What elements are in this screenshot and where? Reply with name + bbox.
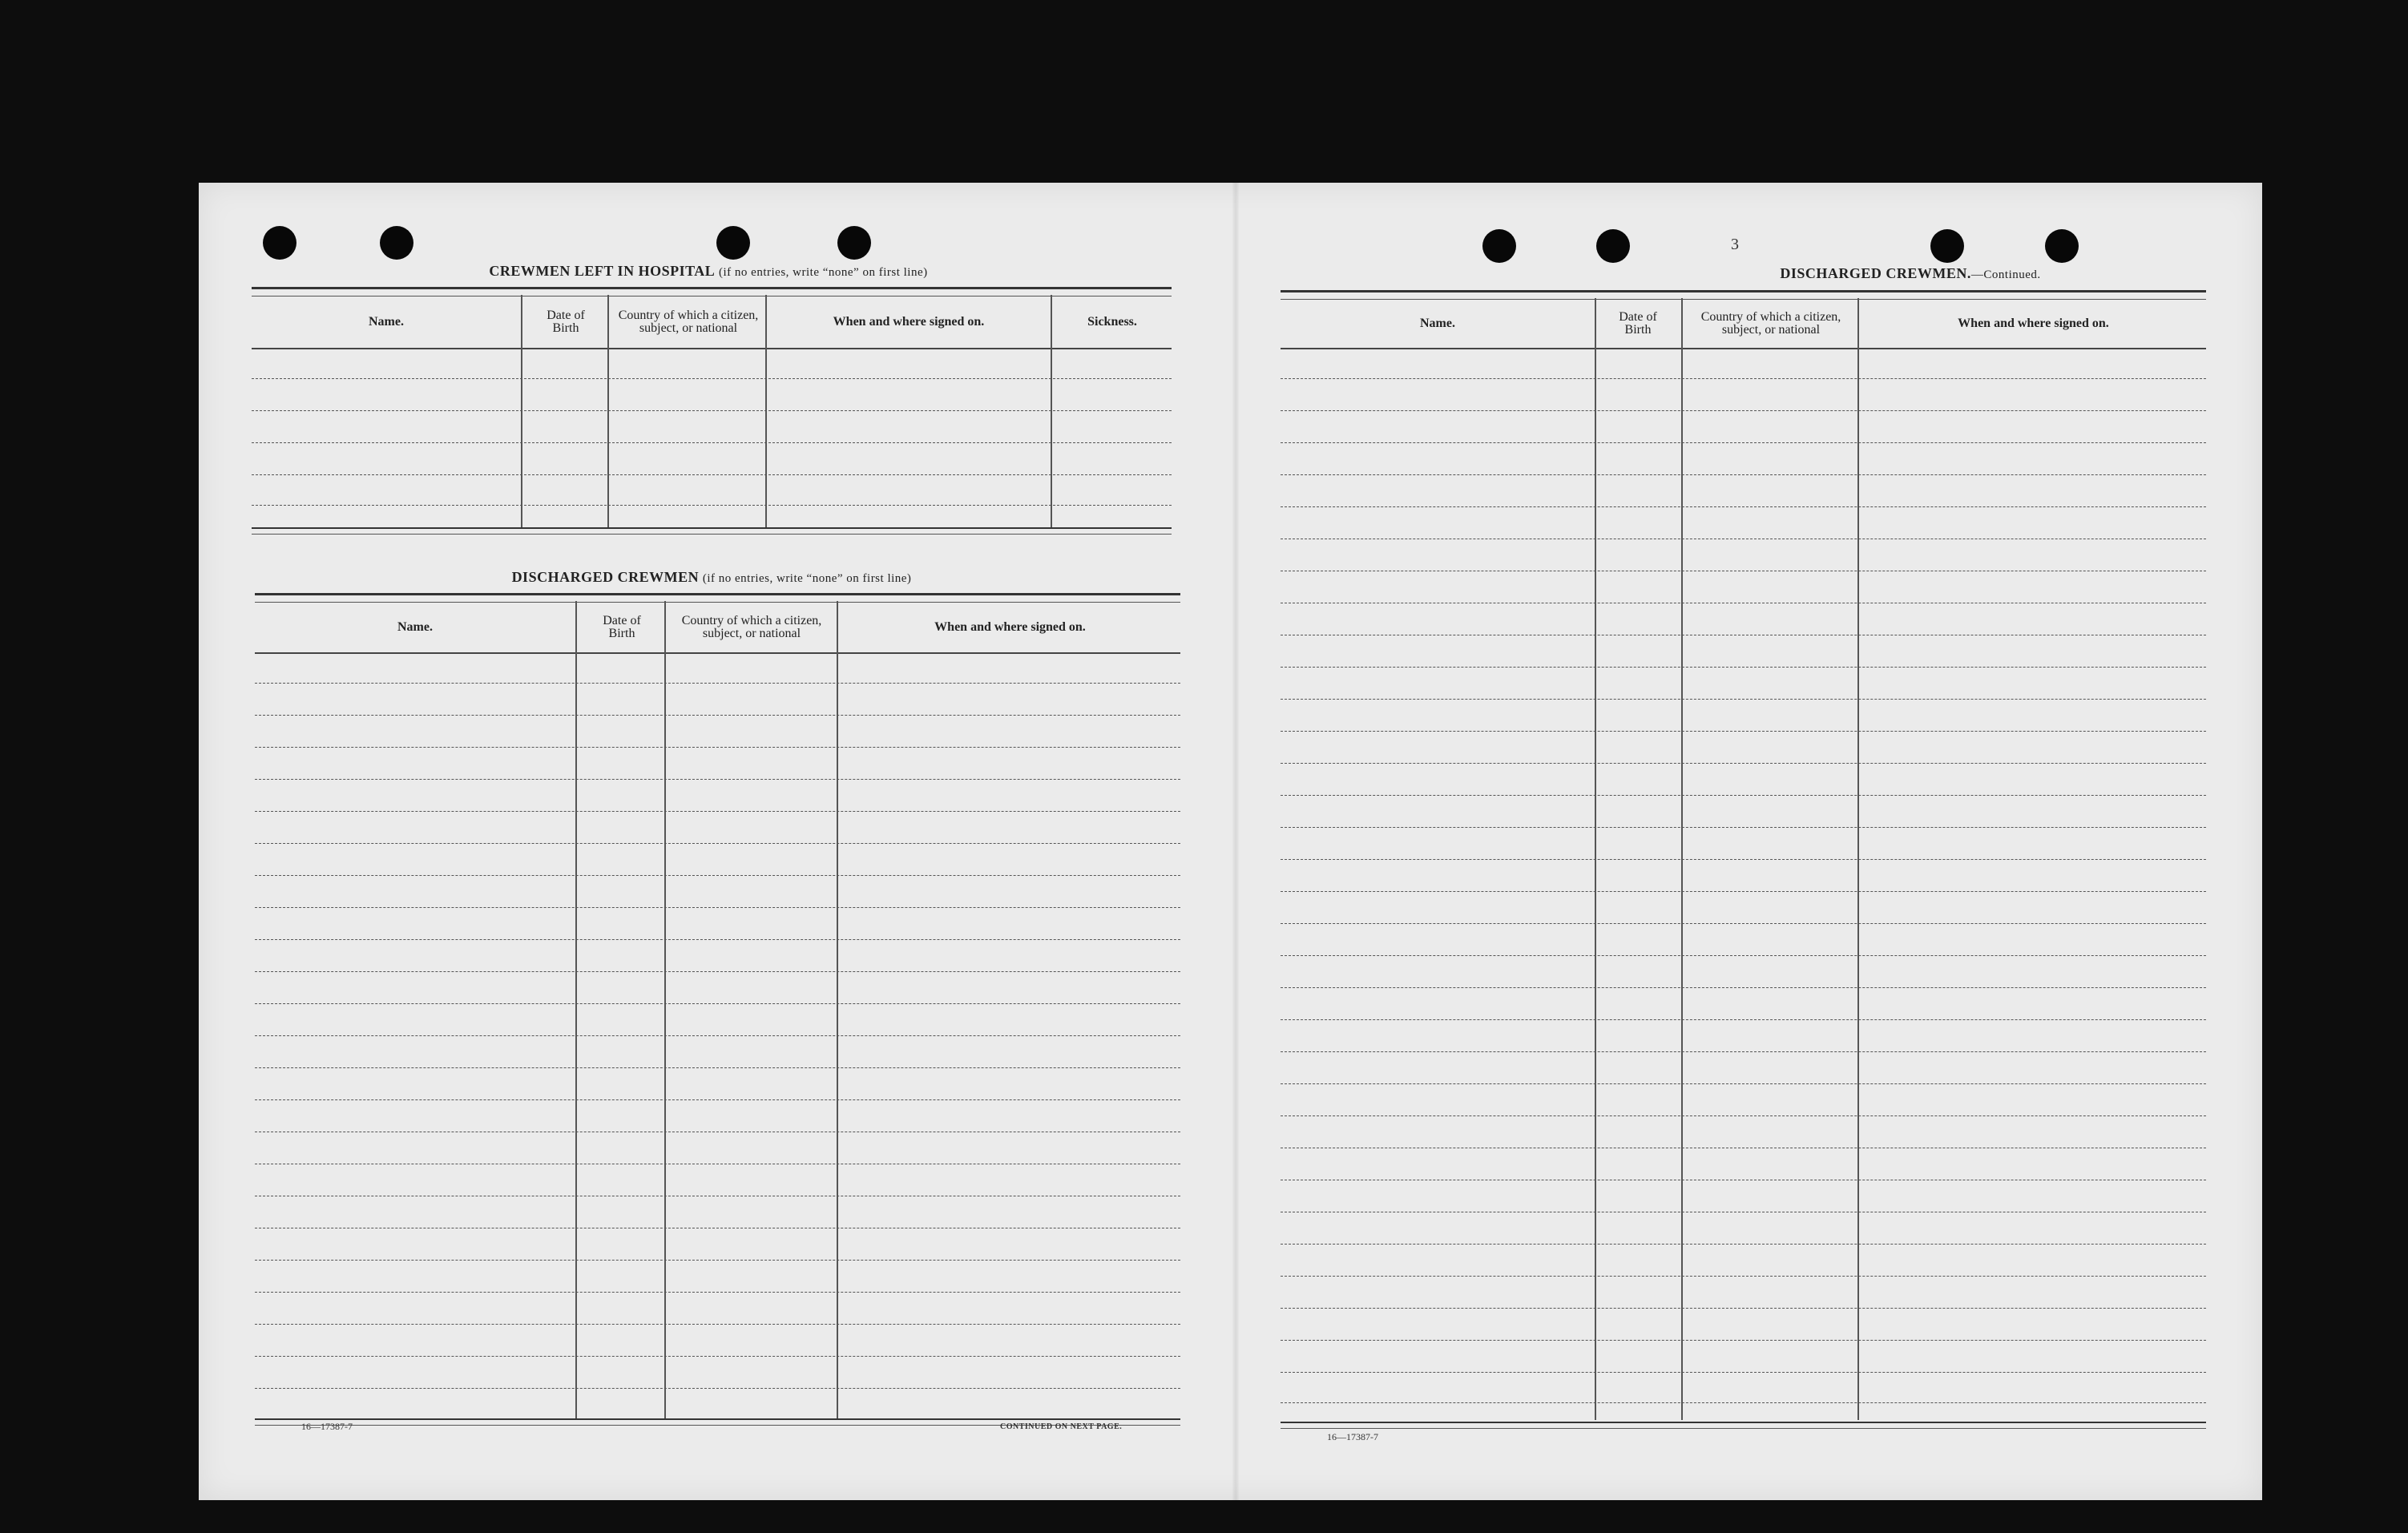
table-row	[252, 505, 1172, 506]
discharged-section-title	[252, 569, 1172, 586]
table-row	[255, 1260, 1180, 1261]
discharged-title-note: (if no entries, write “none” on first line)	[702, 572, 912, 585]
table-row	[1281, 1308, 2206, 1309]
table-row	[1281, 1276, 2206, 1277]
table-row	[255, 747, 1180, 748]
table-row	[1281, 667, 2206, 668]
punch-hole	[2045, 229, 2079, 263]
page-fold	[1232, 183, 1239, 1500]
punch-hole	[837, 226, 871, 260]
table-bottom-rule	[252, 527, 1172, 535]
table-row	[255, 1356, 1180, 1357]
column-divider	[765, 295, 767, 527]
table-row	[255, 715, 1180, 716]
table-row	[1281, 987, 2206, 988]
table-row	[252, 378, 1172, 379]
table-row	[255, 971, 1180, 972]
column-divider	[1051, 295, 1052, 527]
table-row	[255, 811, 1180, 812]
discharged-title-main: DISCHARGED CREWMEN	[511, 569, 700, 585]
table-row	[255, 779, 1180, 780]
column-divider	[575, 601, 577, 1418]
table-row	[1281, 378, 2206, 379]
table-row	[1281, 859, 2206, 860]
column-header-date-of-birth: Date of Birth	[603, 614, 641, 640]
table-row	[1281, 442, 2206, 443]
punch-hole	[1596, 229, 1630, 263]
table-row	[252, 410, 1172, 411]
table-row	[1281, 1340, 2206, 1341]
table-row	[255, 1292, 1180, 1293]
discharged-continued-title-main: DISCHARGED CREWMEN.	[1780, 265, 1971, 281]
header-divider	[255, 652, 1180, 654]
column-divider	[664, 601, 666, 1418]
discharged-continued-title-note: —Continued.	[1970, 268, 2041, 281]
table-row	[1281, 1372, 2206, 1373]
table-row	[1281, 955, 2206, 956]
form-code: 16—17387-7	[301, 1421, 353, 1432]
column-divider	[607, 295, 609, 527]
table-row	[255, 939, 1180, 940]
table-row	[1281, 1083, 2206, 1084]
table-row	[1281, 1051, 2206, 1052]
page-number: 3	[1731, 236, 1739, 253]
form-code: 16—17387-7	[1327, 1431, 1378, 1442]
table-row	[255, 1067, 1180, 1068]
hospital-section-title	[252, 263, 1165, 280]
table-row	[255, 1035, 1180, 1036]
column-header-signed-on: When and where signed on.	[833, 315, 985, 329]
column-header-name: Name.	[369, 315, 404, 329]
table-row	[1281, 891, 2206, 892]
table-row	[1281, 474, 2206, 475]
continued-note: CONTINUED ON NEXT PAGE.	[1000, 1422, 1123, 1431]
table-row	[1281, 731, 2206, 732]
document-sheet	[199, 183, 2262, 1500]
header-divider	[1281, 348, 2206, 349]
punch-hole	[716, 226, 750, 260]
table-row	[1281, 1402, 2206, 1403]
column-header-name: Name.	[1420, 317, 1455, 330]
table-top-rule	[252, 287, 1172, 297]
discharged-continued-title	[1590, 265, 2231, 282]
hospital-title-note: (if no entries, write “none” on first line)	[719, 266, 928, 279]
table-row	[255, 843, 1180, 844]
column-divider	[837, 601, 838, 1418]
table-top-rule	[1281, 290, 2206, 300]
table-row	[1281, 506, 2206, 507]
table-row	[1281, 699, 2206, 700]
table-row	[255, 907, 1180, 908]
table-row	[255, 875, 1180, 876]
discharged-table	[255, 593, 1180, 1426]
column-header-date-of-birth: Date of Birth	[1619, 310, 1657, 337]
table-row	[1281, 1019, 2206, 1020]
column-header-sickness: Sickness.	[1087, 315, 1137, 329]
table-row	[255, 1324, 1180, 1325]
table-row	[252, 442, 1172, 443]
table-row	[1281, 1244, 2206, 1245]
hospital-table	[252, 287, 1172, 535]
table-top-rule	[255, 593, 1180, 603]
column-header-name: Name.	[397, 620, 433, 634]
table-row	[1281, 1115, 2206, 1116]
discharged-continued-table	[1281, 290, 2206, 1428]
column-header-date-of-birth: Date of Birth	[547, 309, 585, 335]
column-header-country: Country of which a citizen, subject, or national	[1700, 310, 1841, 337]
punch-hole	[1482, 229, 1516, 263]
table-row	[1281, 923, 2206, 924]
table-row	[255, 683, 1180, 684]
hospital-title-main: CREWMEN LEFT IN HOSPITAL	[489, 263, 716, 279]
table-row	[1281, 410, 2206, 411]
column-header-country: Country of which a citizen, subject, or national	[618, 309, 759, 335]
column-header-country: Country of which a citizen, subject, or national	[681, 614, 822, 640]
header-divider	[252, 348, 1172, 349]
column-header-signed-on: When and where signed on.	[934, 620, 1086, 634]
punch-hole	[263, 226, 296, 260]
column-divider	[521, 295, 522, 527]
punch-hole	[1930, 229, 1964, 263]
table-row	[255, 1003, 1180, 1004]
table-row	[1281, 827, 2206, 828]
table-row	[1281, 795, 2206, 796]
table-row	[1281, 763, 2206, 764]
table-row	[255, 1388, 1180, 1389]
table-row	[252, 474, 1172, 475]
table-bottom-rule	[1281, 1422, 2206, 1429]
table-row	[255, 1099, 1180, 1100]
punch-hole	[380, 226, 413, 260]
column-header-signed-on: When and where signed on.	[1958, 317, 2109, 330]
